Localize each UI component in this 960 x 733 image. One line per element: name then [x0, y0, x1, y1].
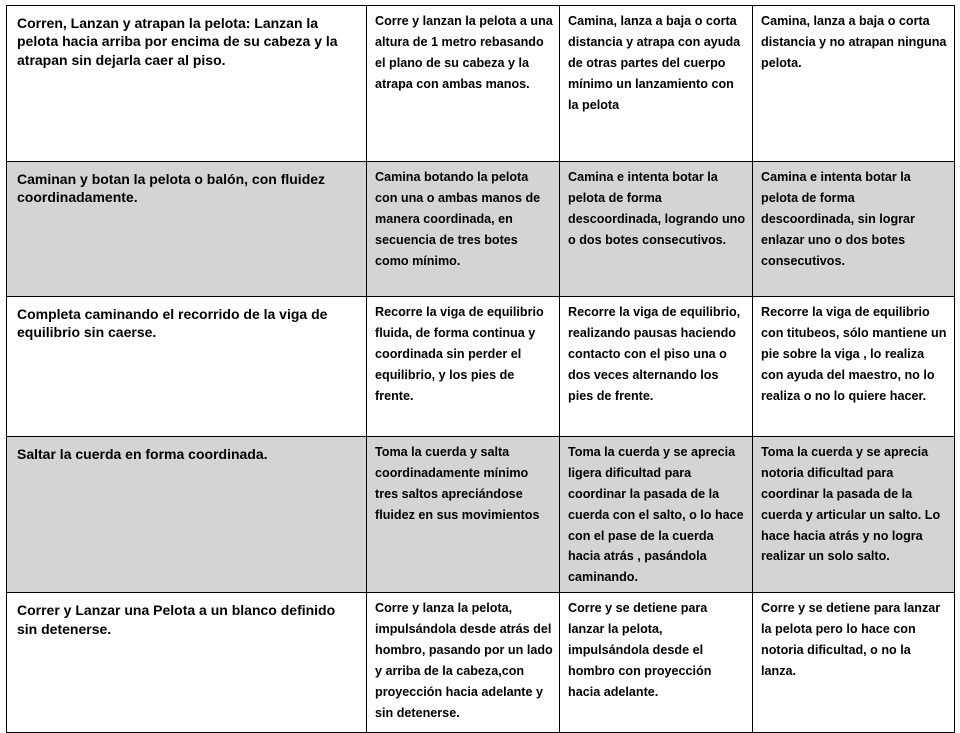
level-2-cell: Corre y se detiene para lanzar la pelota, impulsándola desde el hombro con proyección hacia adelante. — [560, 593, 753, 733]
level-1-cell: Corre y lanza la pelota, impulsándola desde atrás del hombro, pasando por un lado y arriba de la cabeza,con proyección hacia adelante y sin detenerse. — [367, 593, 560, 733]
criterion-cell: Corren, Lanzan y atrapan la pelota: Lanzan la pelota hacia arriba por encima de su cabeza y la atrapan sin dejarla caer al piso. — [7, 6, 367, 162]
level-2-cell: Camina e intenta botar la pelota de forma descoordinada, logrando uno o dos botes consecutivos. — [560, 162, 753, 297]
level-1-cell: Toma la cuerda y salta coordinadamente mínimo tres saltos apreciándose fluidez en sus movimientos — [367, 437, 560, 593]
criterion-cell: Saltar la cuerda en forma coordinada. — [7, 437, 367, 593]
level-3-cell: Recorre la viga de equilibrio con titubeos, sólo mantiene un pie sobre la viga , lo realiza con ayuda del maestro, no lo realiza o no lo quiere hacer. — [753, 297, 955, 437]
table-row — [7, 437, 955, 593]
level-3-cell: Toma la cuerda y se aprecia notoria dificultad para coordinar la pasada de la cuerda y articular un salto. Lo hace hacia atrás y no logra realizar un solo salto. — [753, 437, 955, 593]
level-2-cell: Toma la cuerda y se aprecia ligera dificultad para coordinar la pasada de la cuerda con el salto, o lo hace con el pase de la cuerda hacia atrás , pasándola caminando. — [560, 437, 753, 593]
criterion-cell: Caminan y botan la pelota o balón, con fluidez coordinadamente. — [7, 162, 367, 297]
level-3-cell: Camina e intenta botar la pelota de forma descoordinada, sin lograr enlazar uno o dos botes consecutivos. — [753, 162, 955, 297]
level-3-cell: Corre y se detiene para lanzar la pelota pero lo hace con notoria dificultad, o no la lanza. — [753, 593, 955, 733]
criterion-cell: Completa caminando el recorrido de la viga de equilibrio sin caerse. — [7, 297, 367, 437]
level-2-cell: Camina, lanza a baja o corta distancia y atrapa con ayuda de otras partes del cuerpo mínimo un lanzamiento con la pelota — [560, 6, 753, 162]
table-row — [7, 162, 955, 297]
table-row — [7, 6, 955, 162]
level-1-cell: Recorre la viga de equilibrio fluida, de forma continua y coordinada sin perder el equilibrio, y los pies de frente. — [367, 297, 560, 437]
level-1-cell: Camina botando la pelota con una o ambas manos de manera coordinada, en secuencia de tres botes como mínimo. — [367, 162, 560, 297]
table-row — [7, 297, 955, 437]
level-3-cell: Camina, lanza a baja o corta distancia y no atrapan ninguna pelota. — [753, 6, 955, 162]
table-row — [7, 593, 955, 733]
level-2-cell: Recorre la viga de equilibrio, realizando pausas haciendo contacto con el piso una o dos veces alternando los pies de frente. — [560, 297, 753, 437]
level-1-cell: Corre y lanzan la pelota a una altura de 1 metro rebasando el plano de su cabeza y la atrapa con ambas manos. — [367, 6, 560, 162]
criterion-cell: Correr y Lanzar una Pelota a un blanco definido sin detenerse. — [7, 593, 367, 733]
rubric-table — [6, 5, 955, 733]
